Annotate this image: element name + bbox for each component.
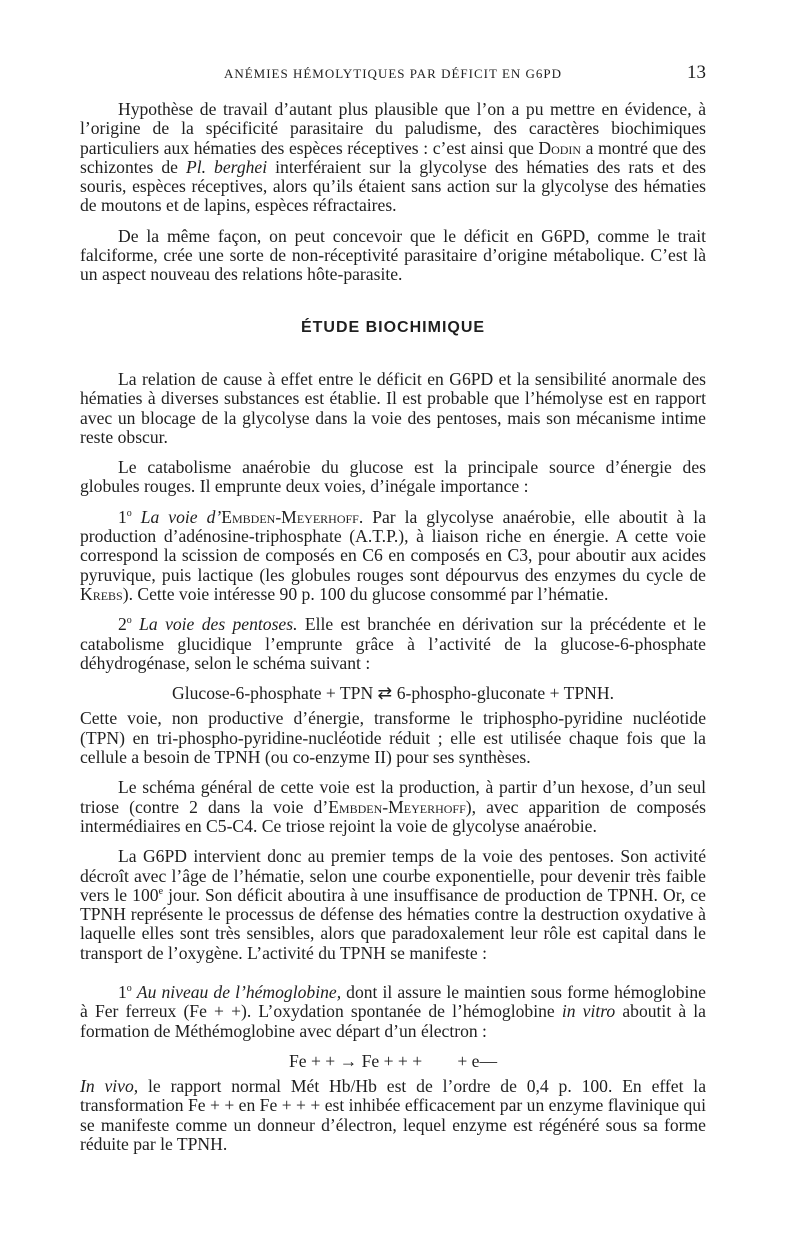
page-body <box>80 100 706 1165</box>
paragraph-cause-effect: La relation de cause à effet entre le déficit en G6PD et la sensibilité anormale des hématies à diverses substances est établie. Il est probable que l’hémolyse est en rapport avec un blocage de la glycolyse dans la voie des pentoses, mais son mécanisme intime reste obscur. <box>80 368 706 447</box>
author-name: Krebs <box>80 583 123 604</box>
paragraph-receptivity: De la même façon, on peut concevoir que le déficit en G6PD, comme le trait falciforme, crée une sorte de non-réceptivité parasitaire d’origine métabolique. C’est là un aspect nouveau des relations hôte-parasite. <box>80 225 706 285</box>
paragraph-hypothesis: Hypothèse de travail d’autant plus plausible que l’on a pu mettre en évidence, à l’origine de la spécificité parasitaire du paludisme, des caractères biochimiques particuliers aux hématies des espèces réceptives : c’est ainsi que Dodin a montré que des schizontes de Pl. berghei interféraient sur la glycolyse des hématies des rats et des souris, espèces réceptives, alors qu’ils étaient sans action sur la glycolyse des hématies de moutons et de lapins, espèces réfractaires. <box>80 99 707 216</box>
reaction-formula: Glucose-6-phosphate + TPN ⇄ 6-phospho-gluconate + TPNH. <box>172 683 614 704</box>
running-title: ANÉMIES HÉMOLYTIQUES PAR DÉFICIT EN G6PD <box>223 66 563 81</box>
paragraph-tpn: Cette voie, non productive d’énergie, transforme le triphospho-pyridine nucléotide (TPN) en tri-phospho-pyridine-nucléotide réduit ; elle est utilisée chaque fois que la cellule a besoin de TPNH (ou co-enzyme II) pour ses synthèses. <box>80 708 706 768</box>
author-name: Embden-Meyerhoff <box>328 796 466 817</box>
paragraph-general-scheme: Le schéma général de cette voie est la production, à partir d’un hexose, d’un seul triose (contre 2 dans la voie d’Embden-Meyerhoff), avec apparition de composés intermédiaires en C5-C4. Ce triose rejoint la voie de glycolyse anaérobie. <box>80 777 706 836</box>
oxidation-formula: Fe + + → Fe + + + + e— <box>288 1050 498 1071</box>
page-number: 13 <box>687 62 706 83</box>
author-name: Dodin <box>538 137 582 158</box>
section-title: ÉTUDE BIOCHIMIQUE <box>300 318 486 336</box>
paragraph-embden-pathway: 1$^o$ La voie d’Embden-Meyerhoff. Par la glycolyse anaérobie, elle aboutit à la production d’adénosine-triphosphate (A.T.P.), à liaison riche en énergie. A cette voie correspond la scission de composés en C6 en composés en C3, pour aboutir aux acides pyruvique, puis lactique (les globules rouges sont dépourvus des enzymes du cycle de Krebs). Cette voie intéresse 90 p. 100 du glucose consommé par l’hématie. <box>80 506 707 604</box>
paragraph-catabolism: Le catabolisme anaérobie du glucose est la principale source d’énergie des globules rouges. Il emprunte deux voies, d’inégale importance : <box>80 457 706 497</box>
paragraph-in-vivo: In vivo, le rapport normal Mét Hb/Hb est de l’ordre de 0,4 p. 100. En effet la transformation Fe + + en Fe + + + est inhibée efficacement par un enzyme flavinique qui se manifeste comme un donneur d’électron, lequel enzyme est régénéré sous sa forme réduite par le TPNH. <box>80 1076 707 1155</box>
paragraph-g6pd-activity: La G6PD intervient donc au premier temps de la voie des pentoses. Son activité décroît avec l’âge de l’hématie, selon une courbe exponentielle, pour devenir très faible vers le 100e jour. Son déficit aboutira à une insuffisance de production de TPNH. Or, ce TPNH représente le processus de défense des hématies contre la destruction oxydative à laquelle elles sont très sensibles, alors que paradoxalement leur rôle est capital dans le transport de l’oxygène. L’activité du TPNH se manifeste : <box>80 846 706 963</box>
author-name: Embden-Meyerhoff <box>221 506 359 527</box>
paragraph-pentose-pathway: 2$^o$ La voie des pentoses. Elle est branchée en dérivation sur la précédente et le catabolisme glucidique l’emprunte grâce à l’activité de la glucose-6-phosphate déhydrogénase, selon le schéma suivant : <box>80 614 706 673</box>
species-name: Pl. berghei <box>185 156 268 177</box>
paragraph-hemoglobin: 1$^o$ Au niveau de l’hémoglobine, dont il assure le maintien sous forme hémoglobine à Fer ferreux (Fe + +). L’oxydation spontanée de l’hémoglobine in vitro aboutit à la formation de Méthémoglobine avec départ d’un électron : <box>80 981 706 1041</box>
